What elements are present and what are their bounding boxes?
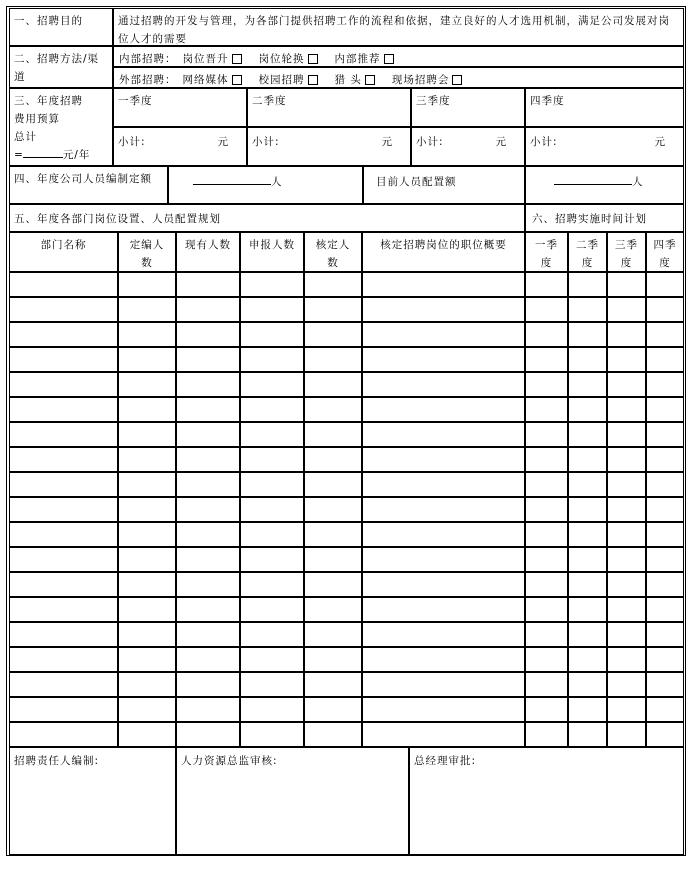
plan-table-cell[interactable] bbox=[646, 722, 684, 747]
plan-column-header bbox=[240, 232, 304, 272]
staffing-label-text: 四、年度公司人员编制定额 bbox=[14, 173, 152, 185]
plan-table-cell[interactable] bbox=[525, 472, 568, 497]
plan-table-cell[interactable] bbox=[646, 672, 684, 697]
plan-table-cell[interactable] bbox=[176, 597, 240, 622]
plan-table-cell[interactable] bbox=[118, 422, 176, 447]
external-recruit-label: 外部招聘： bbox=[119, 74, 177, 86]
plan-column-header bbox=[9, 232, 118, 272]
plan-table-cell[interactable] bbox=[9, 522, 118, 547]
plan-table-cell[interactable] bbox=[646, 297, 684, 322]
plan-table-cell[interactable] bbox=[607, 522, 646, 547]
section6-title bbox=[525, 204, 684, 232]
plan-table-cell[interactable] bbox=[362, 672, 525, 697]
plan-table-cell[interactable] bbox=[118, 497, 176, 522]
plan-table-cell[interactable] bbox=[176, 572, 240, 597]
plan-column-header-text: 二季度 bbox=[576, 239, 599, 269]
subtotal-label: 小计: bbox=[530, 136, 558, 148]
external-option-checkbox[interactable] bbox=[365, 75, 375, 85]
budget-quarter-subtotal[interactable] bbox=[113, 127, 247, 166]
external-option-checkbox[interactable] bbox=[452, 75, 462, 85]
plan-table-cell[interactable] bbox=[304, 672, 362, 697]
plan-table-cell[interactable] bbox=[362, 397, 525, 422]
plan-table-cell[interactable] bbox=[240, 347, 304, 372]
plan-table-cell[interactable] bbox=[9, 672, 118, 697]
plan-table-cell[interactable] bbox=[176, 447, 240, 472]
plan-table-cell[interactable] bbox=[118, 372, 176, 397]
plan-table-cell[interactable] bbox=[362, 297, 525, 322]
plan-table-cell[interactable] bbox=[607, 272, 646, 297]
plan-table-cell[interactable] bbox=[568, 547, 607, 572]
plan-column-header-text: 三季度 bbox=[615, 239, 638, 269]
current-staff-label bbox=[363, 166, 525, 204]
subtotal-currency: 元 bbox=[217, 136, 228, 148]
plan-table-cell[interactable] bbox=[240, 447, 304, 472]
plan-table-cell[interactable] bbox=[646, 472, 684, 497]
plan-table-cell[interactable] bbox=[118, 722, 176, 747]
plan-table-cell[interactable] bbox=[568, 572, 607, 597]
plan-table-cell[interactable] bbox=[525, 597, 568, 622]
plan-table-cell[interactable] bbox=[568, 422, 607, 447]
plan-table-cell[interactable] bbox=[9, 647, 118, 672]
budget-label-line1: 三、年度招聘 bbox=[14, 95, 83, 107]
subtotal-label: 小计: bbox=[252, 136, 280, 148]
budget-label-line2: 费用预算 bbox=[14, 113, 60, 125]
plan-table-cell[interactable] bbox=[304, 597, 362, 622]
internal-option-label: 岗位晋升 bbox=[182, 53, 229, 65]
plan-table-cell[interactable] bbox=[607, 597, 646, 622]
plan-table-cell[interactable] bbox=[362, 422, 525, 447]
plan-table-cell[interactable] bbox=[646, 647, 684, 672]
plan-table-cell[interactable] bbox=[118, 572, 176, 597]
plan-table-cell[interactable] bbox=[646, 322, 684, 347]
plan-table-cell[interactable] bbox=[362, 497, 525, 522]
plan-table-cell[interactable] bbox=[176, 372, 240, 397]
plan-column-header bbox=[304, 232, 362, 272]
current-staff-label-text: 目前人员配置额 bbox=[376, 176, 457, 188]
plan-table-cell[interactable] bbox=[9, 372, 118, 397]
plan-table-cell[interactable] bbox=[525, 722, 568, 747]
plan-table-cell[interactable] bbox=[240, 297, 304, 322]
plan-table-cell[interactable] bbox=[304, 697, 362, 722]
budget-eq-sign: = bbox=[14, 149, 23, 161]
external-option-label: 校园招聘 bbox=[258, 74, 305, 86]
section5-title-text: 五、年度各部门岗位设置、人员配置规划 bbox=[14, 213, 221, 225]
purpose-text bbox=[113, 8, 684, 46]
plan-column-header-text: 现有人数 bbox=[185, 239, 231, 251]
plan-table-cell[interactable] bbox=[568, 322, 607, 347]
plan-table-cell[interactable] bbox=[9, 272, 118, 297]
plan-table-cell[interactable] bbox=[568, 697, 607, 722]
section5-title bbox=[9, 204, 525, 232]
plan-table-cell[interactable] bbox=[176, 397, 240, 422]
plan-table-cell[interactable] bbox=[568, 597, 607, 622]
plan-table-cell[interactable] bbox=[646, 347, 684, 372]
plan-table-cell[interactable] bbox=[362, 547, 525, 572]
plan-column-header bbox=[362, 232, 525, 272]
plan-table-cell[interactable] bbox=[607, 397, 646, 422]
plan-table-cell[interactable] bbox=[176, 422, 240, 447]
plan-table-cell[interactable] bbox=[607, 697, 646, 722]
plan-table-cell[interactable] bbox=[525, 672, 568, 697]
plan-table-cell[interactable] bbox=[118, 522, 176, 547]
plan-table-cell[interactable] bbox=[176, 297, 240, 322]
plan-table-cell[interactable] bbox=[9, 322, 118, 347]
plan-table-cell[interactable] bbox=[568, 347, 607, 372]
plan-table-cell[interactable] bbox=[9, 347, 118, 372]
plan-table-cell[interactable] bbox=[304, 272, 362, 297]
internal-option-checkbox[interactable] bbox=[384, 54, 394, 64]
plan-table-cell[interactable] bbox=[646, 622, 684, 647]
plan-table-cell[interactable] bbox=[9, 722, 118, 747]
plan-table-cell[interactable] bbox=[362, 572, 525, 597]
plan-table-cell[interactable] bbox=[568, 297, 607, 322]
plan-table-cell[interactable] bbox=[362, 522, 525, 547]
plan-table-cell[interactable] bbox=[240, 422, 304, 447]
plan-table-cell[interactable] bbox=[362, 622, 525, 647]
plan-table-cell[interactable] bbox=[525, 522, 568, 547]
plan-table-cell[interactable] bbox=[240, 522, 304, 547]
plan-table-cell[interactable] bbox=[304, 622, 362, 647]
plan-table-cell[interactable] bbox=[176, 347, 240, 372]
plan-table-cell[interactable] bbox=[176, 647, 240, 672]
plan-table-cell[interactable] bbox=[607, 722, 646, 747]
plan-table-cell[interactable] bbox=[362, 647, 525, 672]
plan-table-cell[interactable] bbox=[607, 372, 646, 397]
plan-table-cell[interactable] bbox=[568, 397, 607, 422]
plan-column-header bbox=[176, 232, 240, 272]
plan-table-cell[interactable] bbox=[240, 322, 304, 347]
plan-column-header bbox=[118, 232, 176, 272]
plan-table-cell[interactable] bbox=[607, 647, 646, 672]
budget-quarter-subtotal[interactable] bbox=[247, 127, 411, 166]
signature-prepared-by[interactable] bbox=[9, 747, 176, 855]
plan-table-cell[interactable] bbox=[118, 697, 176, 722]
plan-table-cell[interactable] bbox=[568, 447, 607, 472]
plan-table-cell[interactable] bbox=[240, 722, 304, 747]
plan-table-cell[interactable] bbox=[240, 497, 304, 522]
external-option-checkbox[interactable] bbox=[232, 75, 242, 85]
plan-table-cell[interactable] bbox=[118, 547, 176, 572]
signature-label: 总经理审批: bbox=[414, 755, 477, 767]
plan-column-header bbox=[568, 232, 607, 272]
subtotal-currency: 元 bbox=[381, 136, 392, 148]
plan-table-cell[interactable] bbox=[525, 622, 568, 647]
plan-table-cell[interactable] bbox=[118, 447, 176, 472]
subtotal-currency: 元 bbox=[654, 136, 665, 148]
plan-table-cell[interactable] bbox=[118, 647, 176, 672]
plan-table-cell[interactable] bbox=[607, 622, 646, 647]
plan-table-cell[interactable] bbox=[118, 472, 176, 497]
budget-quarter-header bbox=[247, 88, 411, 127]
methods-label-text: 二、招聘方法/渠道 bbox=[14, 53, 100, 83]
plan-table-cell[interactable] bbox=[304, 722, 362, 747]
plan-table-cell[interactable] bbox=[646, 272, 684, 297]
plan-table-cell[interactable] bbox=[362, 722, 525, 747]
plan-table-cell[interactable] bbox=[525, 422, 568, 447]
signature-label: 人力资源总监审核: bbox=[181, 755, 278, 767]
staffing-quota-unit: 人 bbox=[271, 176, 282, 188]
plan-table-cell[interactable] bbox=[304, 322, 362, 347]
subtotal-label: 小计: bbox=[416, 136, 444, 148]
current-staff-input[interactable] bbox=[554, 174, 632, 185]
subtotal-currency: 元 bbox=[495, 136, 506, 148]
plan-table-cell[interactable] bbox=[9, 597, 118, 622]
subtotal-label: 小计: bbox=[118, 136, 146, 148]
plan-table-cell[interactable] bbox=[9, 622, 118, 647]
plan-column-header bbox=[607, 232, 646, 272]
plan-table-cell[interactable] bbox=[362, 272, 525, 297]
plan-table-cell[interactable] bbox=[9, 497, 118, 522]
plan-table-cell[interactable] bbox=[304, 347, 362, 372]
external-option-label: 网络媒体 bbox=[182, 74, 229, 86]
staffing-label bbox=[9, 166, 168, 204]
plan-table-cell[interactable] bbox=[9, 422, 118, 447]
plan-table-cell[interactable] bbox=[362, 472, 525, 497]
plan-table-cell[interactable] bbox=[607, 497, 646, 522]
plan-table-cell[interactable] bbox=[176, 497, 240, 522]
plan-table-cell[interactable] bbox=[176, 272, 240, 297]
plan-table-cell[interactable] bbox=[9, 297, 118, 322]
plan-table-cell[interactable] bbox=[362, 597, 525, 622]
plan-table-cell[interactable] bbox=[362, 372, 525, 397]
plan-table-cell[interactable] bbox=[240, 397, 304, 422]
budget-total-input[interactable] bbox=[23, 147, 63, 158]
internal-option-label: 岗位轮换 bbox=[258, 53, 305, 65]
plan-table-cell[interactable] bbox=[525, 297, 568, 322]
plan-table-cell[interactable] bbox=[646, 372, 684, 397]
plan-table-cell[interactable] bbox=[176, 547, 240, 572]
plan-table-cell[interactable] bbox=[646, 447, 684, 472]
budget-quarter-label: 一季度 bbox=[118, 95, 153, 107]
plan-table-cell[interactable] bbox=[525, 497, 568, 522]
plan-table-cell[interactable] bbox=[176, 672, 240, 697]
plan-table-cell[interactable] bbox=[568, 372, 607, 397]
plan-table-cell[interactable] bbox=[607, 322, 646, 347]
plan-column-header bbox=[525, 232, 568, 272]
plan-table-cell[interactable] bbox=[240, 597, 304, 622]
budget-quarter-header bbox=[411, 88, 525, 127]
plan-column-header-text: 申报人数 bbox=[249, 239, 295, 251]
plan-table-cell[interactable] bbox=[9, 572, 118, 597]
purpose-label-text: 一、招聘目的 bbox=[14, 15, 83, 27]
plan-table-cell[interactable] bbox=[240, 697, 304, 722]
plan-table-cell[interactable] bbox=[118, 347, 176, 372]
plan-table-cell[interactable] bbox=[525, 447, 568, 472]
plan-table-cell[interactable] bbox=[176, 622, 240, 647]
plan-table-cell[interactable] bbox=[525, 547, 568, 572]
plan-table-cell[interactable] bbox=[240, 547, 304, 572]
plan-table-cell[interactable] bbox=[568, 272, 607, 297]
plan-table-cell[interactable] bbox=[304, 547, 362, 572]
plan-table-cell[interactable] bbox=[240, 622, 304, 647]
external-option-label: 猎 头 bbox=[334, 74, 362, 86]
plan-table-cell[interactable] bbox=[118, 597, 176, 622]
plan-table-cell[interactable] bbox=[362, 347, 525, 372]
budget-quarter-header bbox=[525, 88, 684, 127]
signature-label: 招聘责任人编制: bbox=[14, 755, 100, 767]
internal-recruit-row bbox=[113, 46, 684, 67]
plan-table-cell[interactable] bbox=[568, 522, 607, 547]
plan-table-cell[interactable] bbox=[568, 722, 607, 747]
internal-option-checkbox[interactable] bbox=[232, 54, 242, 64]
plan-table-cell[interactable] bbox=[304, 447, 362, 472]
plan-table-cell[interactable] bbox=[118, 672, 176, 697]
plan-table-cell[interactable] bbox=[362, 697, 525, 722]
plan-table-cell[interactable] bbox=[568, 672, 607, 697]
budget-quarter-label: 四季度 bbox=[530, 95, 565, 107]
plan-table-cell[interactable] bbox=[304, 572, 362, 597]
plan-table-cell[interactable] bbox=[240, 572, 304, 597]
plan-table-cell[interactable] bbox=[304, 397, 362, 422]
plan-column-header-text: 定编人数 bbox=[129, 239, 165, 269]
staffing-quota-input[interactable] bbox=[193, 174, 271, 185]
plan-table-cell[interactable] bbox=[240, 672, 304, 697]
plan-table-cell[interactable] bbox=[607, 422, 646, 447]
plan-table-cell[interactable] bbox=[568, 472, 607, 497]
current-staff-unit: 人 bbox=[632, 176, 643, 188]
plan-table-cell[interactable] bbox=[176, 322, 240, 347]
budget-quarter-label: 二季度 bbox=[252, 95, 287, 107]
plan-table-cell[interactable] bbox=[607, 547, 646, 572]
internal-option-label: 内部推荐 bbox=[334, 53, 381, 65]
budget-quarter-label: 三季度 bbox=[416, 95, 451, 107]
plan-table-cell[interactable] bbox=[362, 447, 525, 472]
staffing-quota-cell[interactable] bbox=[168, 166, 363, 204]
budget-label bbox=[9, 88, 113, 166]
plan-table-cell[interactable] bbox=[240, 472, 304, 497]
external-option-label: 现场招聘会 bbox=[391, 74, 450, 86]
plan-table-cell[interactable] bbox=[568, 622, 607, 647]
plan-table-cell[interactable] bbox=[118, 272, 176, 297]
plan-table-cell[interactable] bbox=[607, 572, 646, 597]
methods-label bbox=[9, 46, 113, 88]
plan-table-cell[interactable] bbox=[304, 372, 362, 397]
plan-table-cell[interactable] bbox=[525, 697, 568, 722]
budget-total-label: 总计 bbox=[14, 131, 37, 143]
plan-table-cell[interactable] bbox=[118, 397, 176, 422]
budget-quarter-subtotal[interactable] bbox=[525, 127, 684, 166]
plan-table-cell[interactable] bbox=[304, 522, 362, 547]
plan-table-cell[interactable] bbox=[607, 672, 646, 697]
plan-table-cell[interactable] bbox=[304, 497, 362, 522]
budget-quarter-subtotal[interactable] bbox=[411, 127, 525, 166]
plan-column-header-text: 四季度 bbox=[653, 239, 677, 269]
plan-table-cell[interactable] bbox=[9, 472, 118, 497]
plan-table-cell[interactable] bbox=[118, 622, 176, 647]
plan-table-cell[interactable] bbox=[525, 372, 568, 397]
plan-table-cell[interactable] bbox=[304, 422, 362, 447]
plan-table-cell[interactable] bbox=[118, 297, 176, 322]
external-recruit-row bbox=[113, 67, 684, 88]
plan-table-cell[interactable] bbox=[9, 447, 118, 472]
signature-gm-approval[interactable] bbox=[409, 747, 684, 855]
section6-title-text: 六、招聘实施时间计划 bbox=[532, 213, 647, 225]
plan-table-cell[interactable] bbox=[646, 497, 684, 522]
plan-table-cell[interactable] bbox=[646, 522, 684, 547]
purpose-description: 通过招聘的开发与管理，为各部门提供招聘工作的流程和依据，建立良好的人才选用机制，满足公司发展对岗位人才的需要 bbox=[118, 15, 670, 45]
plan-column-header-text: 一季度 bbox=[535, 239, 558, 269]
plan-table-cell[interactable] bbox=[176, 522, 240, 547]
plan-table-cell[interactable] bbox=[525, 397, 568, 422]
plan-table-cell[interactable] bbox=[568, 647, 607, 672]
plan-table-cell[interactable] bbox=[304, 647, 362, 672]
plan-table-cell[interactable] bbox=[304, 472, 362, 497]
plan-table-cell[interactable] bbox=[646, 547, 684, 572]
plan-table-cell[interactable] bbox=[240, 272, 304, 297]
plan-table-cell[interactable] bbox=[118, 322, 176, 347]
plan-column-header bbox=[646, 232, 684, 272]
plan-column-header-text: 核定人数 bbox=[315, 239, 351, 269]
plan-table-cell[interactable] bbox=[607, 472, 646, 497]
plan-column-header-text: 部门名称 bbox=[40, 239, 87, 251]
plan-table-cell[interactable] bbox=[9, 547, 118, 572]
budget-quarter-header bbox=[113, 88, 247, 127]
plan-table-cell[interactable] bbox=[525, 647, 568, 672]
plan-table-cell[interactable] bbox=[176, 722, 240, 747]
plan-table-cell[interactable] bbox=[525, 572, 568, 597]
plan-table-cell[interactable] bbox=[9, 697, 118, 722]
plan-column-header-text: 核定招聘岗位的职位概要 bbox=[380, 239, 507, 251]
plan-table-cell[interactable] bbox=[646, 422, 684, 447]
plan-table-cell[interactable] bbox=[525, 347, 568, 372]
plan-table-cell[interactable] bbox=[525, 322, 568, 347]
plan-table-cell[interactable] bbox=[9, 397, 118, 422]
purpose-label bbox=[9, 8, 113, 46]
plan-table-cell[interactable] bbox=[176, 472, 240, 497]
plan-table-cell[interactable] bbox=[176, 697, 240, 722]
plan-table-cell[interactable] bbox=[646, 572, 684, 597]
plan-table-cell[interactable] bbox=[362, 322, 525, 347]
plan-table-cell[interactable] bbox=[607, 297, 646, 322]
internal-option-checkbox[interactable] bbox=[308, 54, 318, 64]
plan-table-cell[interactable] bbox=[240, 647, 304, 672]
plan-table-cell[interactable] bbox=[646, 397, 684, 422]
internal-recruit-label: 内部招聘： bbox=[119, 53, 177, 65]
current-staff-cell[interactable] bbox=[525, 166, 684, 204]
plan-table-cell[interactable] bbox=[568, 497, 607, 522]
plan-table-cell[interactable] bbox=[646, 597, 684, 622]
plan-table-cell[interactable] bbox=[240, 372, 304, 397]
external-option-checkbox[interactable] bbox=[308, 75, 318, 85]
signature-hr-review[interactable] bbox=[176, 747, 409, 855]
plan-table-cell[interactable] bbox=[525, 272, 568, 297]
budget-unit: 元/年 bbox=[62, 149, 91, 161]
plan-table-cell[interactable] bbox=[304, 297, 362, 322]
plan-table-cell[interactable] bbox=[607, 347, 646, 372]
plan-table-cell[interactable] bbox=[607, 447, 646, 472]
plan-table-cell[interactable] bbox=[646, 697, 684, 722]
